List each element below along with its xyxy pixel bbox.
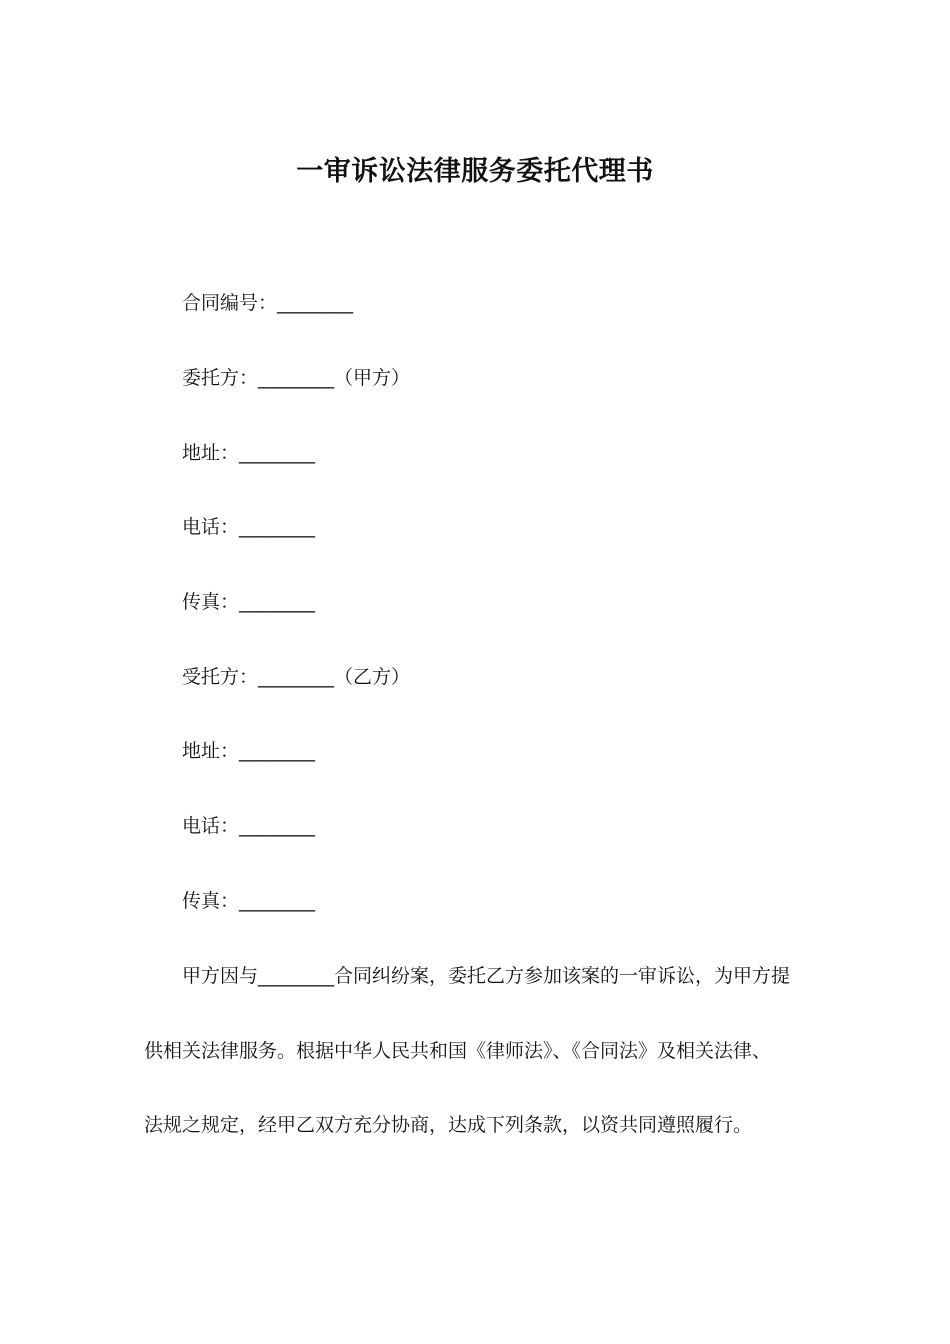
client-address-field: 地址：________ (182, 442, 316, 464)
agent-address-field: 地址：________ (182, 740, 316, 762)
agent-fax-field: 传真：________ (182, 890, 316, 912)
client-party-field: 委托方：________（甲方） (182, 367, 411, 389)
document-title: 一审诉讼法律服务委托代理书 (296, 156, 654, 187)
client-phone-field: 电话：________ (182, 516, 316, 538)
contract-number-field: 合同编号：________ (182, 292, 354, 314)
paragraph-line-3: 法规之规定，经甲乙双方充分协商，达成下列条款，以资共同遵照履行。 (144, 1114, 753, 1136)
agent-party-field: 受托方：________（乙方） (182, 666, 411, 688)
client-fax-field: 传真：________ (182, 591, 316, 613)
paragraph-line-1: 甲方因与________合同纠纷案，委托乙方参加该案的一审诉讼，为甲方提 (182, 965, 791, 987)
agent-phone-field: 电话：________ (182, 815, 316, 837)
paragraph-line-2: 供相关法律服务。根据中华人民共和国《律师法》、《合同法》及相关法律、 (144, 1040, 772, 1062)
